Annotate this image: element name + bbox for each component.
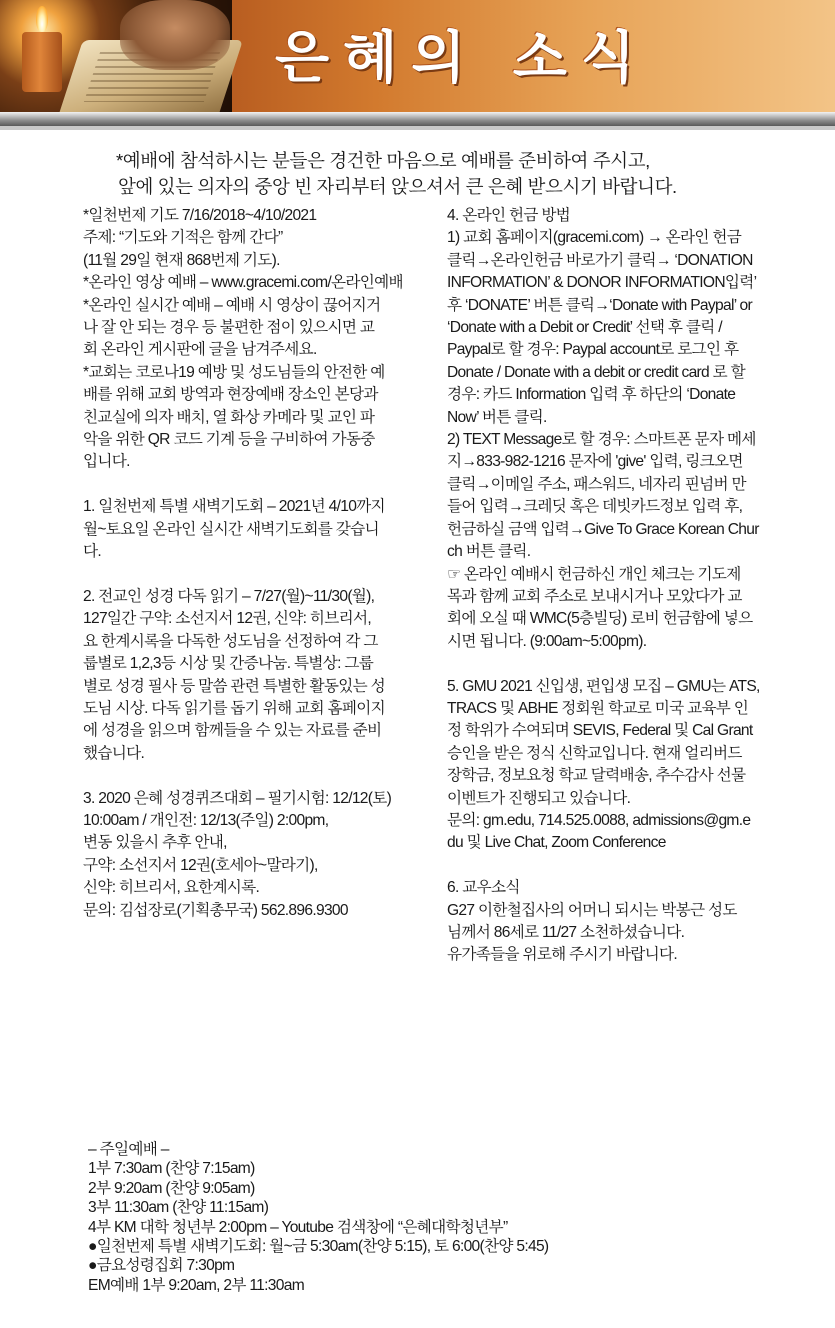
left-text-line: 별로 성경 필사 등 말씀 관련 특별한 활동있는 성 — [83, 677, 385, 695]
right-text-line: 2) TEXT Message로 할 경우: 스마트폰 문자 메세 — [447, 431, 756, 449]
paragraph-gap — [83, 563, 438, 585]
right-text-line: 시면 됩니다. (9:00am~5:00pm). — [447, 632, 647, 650]
schedule-line: – 주일예배 – — [88, 1141, 169, 1158]
left-text-line: 룹별로 1,2,3등 시상 및 간증나눔. 특별상: 그룹 — [83, 655, 374, 673]
right-text-line: 들어 입력→크레딧 혹은 데빗카드정보 입력 후, — [447, 498, 743, 516]
right-text-line: 후 ‘DONATE’ 버튼 클릭→‘Donate with Paypal’ or — [447, 296, 752, 314]
right-text-line: Paypal로 할 경우: Paypal account로 로그인 후 — [447, 341, 739, 359]
right-text-line: ‘Donate with a Debit or Credit’ 선택 후 클릭 / — [447, 319, 722, 337]
intro-notice — [116, 148, 736, 200]
left-text-line: *교회는 코로나19 예방 및 성도님들의 안전한 예 — [83, 363, 385, 381]
header-divider — [0, 112, 835, 126]
right-text-line: 헌금하실 금액 입력→Give To Grace Korean Chur — [447, 520, 759, 538]
intro-line: *예배에 참석하시는 분들은 경건한 마음으로 예배를 준비하여 주시고, — [116, 150, 650, 171]
schedule-line: 3부 11:30am (찬양 11:15am) — [88, 1199, 269, 1217]
paragraph-gap — [83, 765, 438, 787]
left-text-line: 127일간 구약: 소선지서 12권, 신약: 히브리서, — [83, 610, 372, 628]
right-text-line: 정 학위가 수여되며 SEVIS, Federal 및 Cal Grant — [447, 722, 753, 740]
schedule-line: EM예배 1부 9:20am, 2부 11:30am — [88, 1276, 304, 1294]
right-text-line: 장학금, 정보요청 학교 달력배송, 추수감사 선물 — [447, 767, 746, 785]
right-text-line: Now’ 버튼 클릭. — [447, 408, 547, 426]
right-text-line: ☞ 온라인 예배시 헌금하신 개인 체크는 기도제 — [447, 565, 741, 583]
left-text-line: 주제: “기도와 기적은 함께 간다” — [83, 229, 283, 247]
header-divider-shadow — [0, 126, 835, 130]
left-text-line: 했습니다. — [83, 744, 145, 762]
right-text-line: 회에 오실 때 WMC(5층빌딩) 로비 헌금함에 넣으 — [447, 610, 753, 628]
left-text-line: 문의: 김섭장로(기획총무국) 562.896.9300 — [83, 901, 348, 919]
left-text-line: (11월 29일 현재 868번제 기도). — [83, 251, 280, 269]
right-text-line: 경우: 카드 Information 입력 후 하단의 ‘Donate — [447, 386, 736, 404]
right-text-line: INFORMATION’ & DONOR INFORMATION입력’ — [447, 274, 757, 292]
candle-icon — [22, 32, 62, 92]
right-text-line: 유가족들을 위로해 주시기 바랍니다. — [447, 946, 677, 964]
paragraph-gap — [447, 855, 802, 877]
right-text-line: ch 버튼 클릭. — [447, 543, 531, 561]
right-text-line: 문의: gm.edu, 714.525.0088, admissions@gm.e — [447, 811, 751, 829]
left-text-line: 배를 위해 교회 방역과 현장예배 장소인 본당과 — [83, 386, 378, 404]
flame-icon — [36, 6, 48, 32]
praying-hands-icon — [120, 0, 230, 70]
right-text-line: 5. GMU 2021 신입생, 편입생 모집 – GMU는 ATS, — [447, 677, 760, 695]
right-text-line: TRACS 및 ABHE 정회원 학교로 미국 교육부 인 — [447, 699, 749, 717]
right-text-line: 님께서 86세로 11/27 소천하셨습니다. — [447, 923, 685, 941]
left-text-line: 신약: 히브리서, 요한계시록. — [83, 879, 260, 897]
left-text-line: 입니다. — [83, 453, 130, 471]
left-text-line: 변동 있을시 추후 안내, — [83, 834, 227, 852]
intro-line: 앞에 있는 의자의 중앙 빈 자리부터 앉으셔서 큰 은혜 받으시기 바랍니다. — [118, 176, 677, 197]
right-text-line: 4. 온라인 헌금 방법 — [447, 207, 571, 224]
worship-schedule — [88, 1140, 788, 1295]
left-text-line: 요 한계시록을 다독한 성도님을 선정하여 각 그 — [83, 632, 378, 650]
right-text-line: 승인을 받은 정식 신학교입니다. 현재 얼리버드 — [447, 744, 742, 762]
schedule-line: ●금요성령집회 7:30pm — [88, 1257, 235, 1275]
left-text-line: *온라인 영상 예배 – www.gracemi.com/온라인예배 — [83, 274, 403, 292]
right-text-line: du 및 Live Chat, Zoom Conference — [447, 834, 666, 852]
left-text-line: 2. 전교인 성경 다독 읽기 – 7/27(월)~11/30(월), — [83, 587, 375, 605]
left-text-line: 악을 위한 QR 코드 기계 등을 구비하여 가동중 — [83, 431, 375, 449]
left-text-line: 도님 시상. 다독 읽기를 돕기 위해 교회 홈페이지 — [83, 699, 385, 717]
right-text-line: 이벤트가 진행되고 있습니다. — [447, 789, 631, 807]
candle-prayer-image — [0, 0, 232, 112]
schedule-line: 1부 7:30am (찬양 7:15am) — [88, 1160, 255, 1178]
left-text-line: *온라인 실시간 예배 – 예배 시 영상이 끊어지거 — [83, 296, 381, 314]
schedule-line: ●일천번제 특별 새벽기도회: 월~금 5:30am(찬양 5:15), 토 6:00(찬양 5:45) — [88, 1238, 549, 1256]
right-column — [447, 205, 802, 967]
paragraph-gap — [83, 474, 438, 496]
left-text-line: 1. 일천번제 특별 새벽기도회 – 2021년 4/10까지 — [83, 498, 385, 516]
schedule-line: 2부 9:20am (찬양 9:05am) — [88, 1179, 255, 1197]
right-text-line: G27 이한철집사의 어머니 되시는 박봉근 성도 — [447, 901, 737, 919]
header-banner — [0, 0, 835, 112]
left-text-line: 회 온라인 게시판에 글을 남겨주세요. — [83, 341, 317, 359]
right-text-line: 6. 교우소식 — [447, 879, 520, 897]
left-text-line: 다. — [83, 543, 101, 561]
left-text-line: 나 잘 안 되는 경우 등 불편한 점이 있으시면 교 — [83, 319, 375, 337]
left-text-line: 친교실에 의자 배치, 열 화상 카메라 및 교인 파 — [83, 408, 375, 426]
left-column — [83, 205, 438, 922]
schedule-line: 4부 KM 대학 청년부 2:00pm – Youtube 검색창에 “은혜대학청년부” — [88, 1218, 508, 1236]
left-text-line: 3. 2020 은혜 성경퀴즈대회 – 필기시험: 12/12(토) — [83, 789, 392, 807]
right-text-line: 클릭→이메일 주소, 패스워드, 네자리 핀넘버 만 — [447, 475, 746, 493]
left-text-line: 월~토요일 온라인 실시간 새벽기도회를 갖습니 — [83, 520, 379, 538]
left-text-line: *일천번제 기도 7/16/2018~4/10/2021 — [83, 207, 317, 224]
right-text-line: 목과 함께 교회 주소로 보내시거나 모았다가 교 — [447, 587, 742, 605]
left-text-line: 10:00am / 개인전: 12/13(주일) 2:00pm, — [83, 811, 329, 829]
page-title: 은혜의 소식 — [275, 25, 649, 91]
right-text-line: 클릭→온라인헌금 바로가기 클릭→ ‘DONATION — [447, 251, 753, 269]
left-text-line: 에 성경을 읽으며 함께들을 수 있는 자료를 준비 — [83, 722, 382, 740]
right-text-line: 1) 교회 홈페이지(gracemi.com) → 온라인 헌금 — [447, 229, 742, 247]
right-text-line: Donate / Donate with a debit or credit card 로 할 — [447, 363, 746, 381]
left-text-line: 구약: 소선지서 12권(호세아~말라기), — [83, 856, 318, 874]
paragraph-gap — [447, 653, 802, 675]
right-text-line: 지→833-982-1216 문자에 'give' 입력, 링크오면 — [447, 453, 743, 471]
